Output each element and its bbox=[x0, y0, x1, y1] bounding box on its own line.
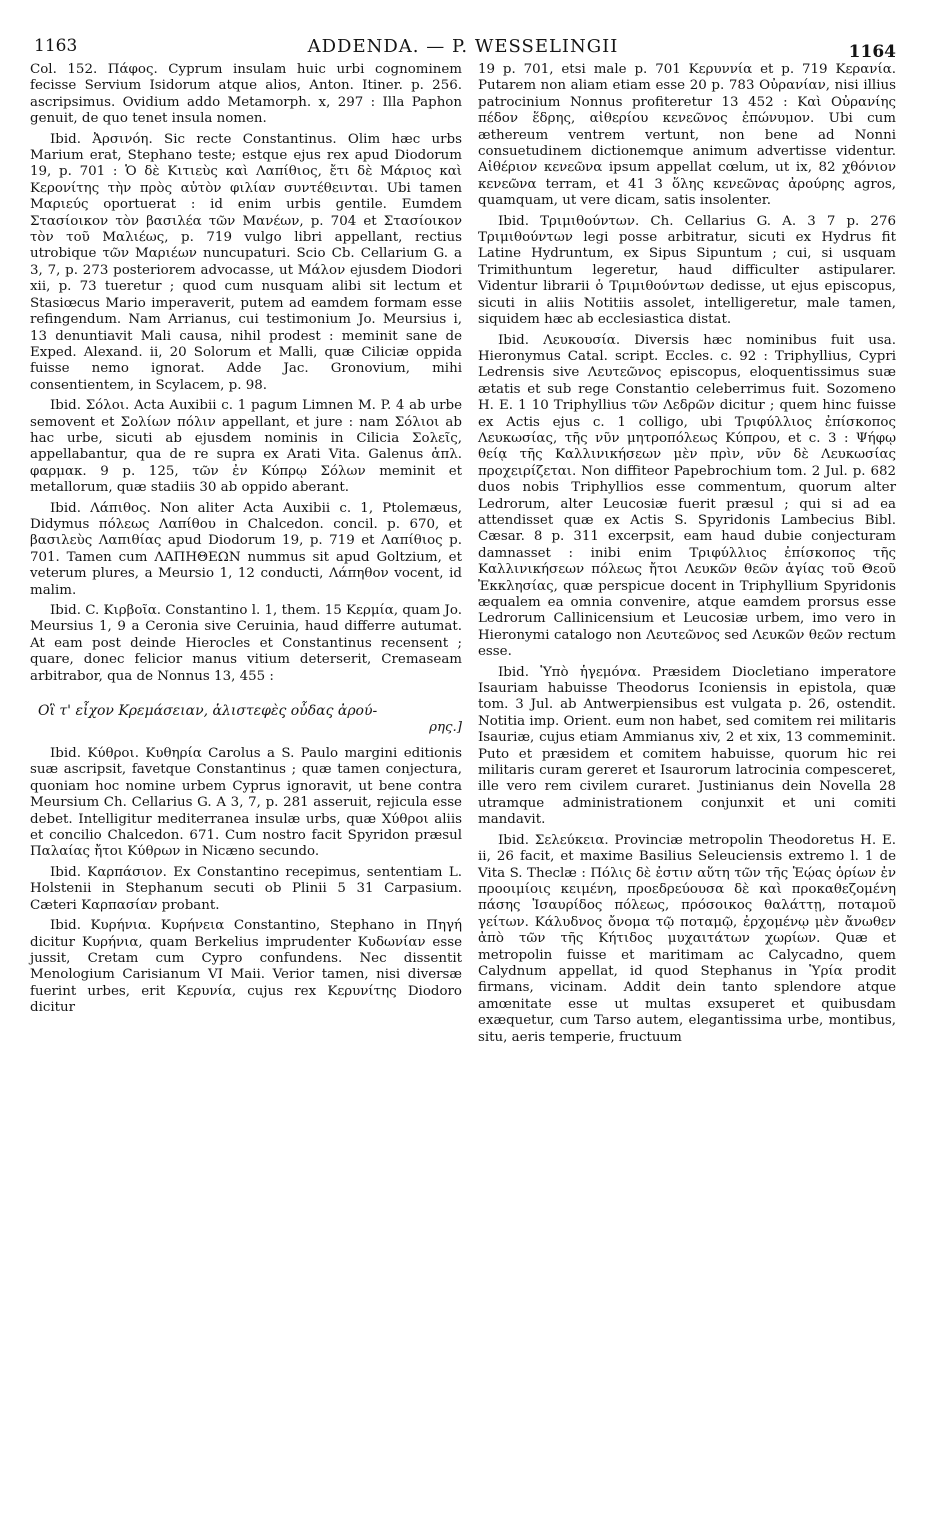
paragraph: Ibid. C. Κιρβοῖα. Constantino l. 1, them. 15 Κερμία, quam Jo. Meursius 1, 9 a Ceronia sive Ceruinia, haud differre autumat. At eam post deinde Hierocles et Constantinus recensent ; quare, donec felicior manus vitium deterserit, Cremaseam arbitrabor, qua de Nonnus 13, 455 : bbox=[30, 603, 462, 684]
paragraph: Ibid. Σόλοι. Acta Auxibii c. 1 pagum Limnen M. P. 4 ab urbe semovent et Σολίων πόλιν appellant, et jure : nam Σόλιοι ab hac urbe, sicuti ab ejusdem nominis in Cilicia Σολεῖς, appellabantur, qua de re supra ex Arati Vita. Galenus ἁπλ. φαρμακ. 9 p. 125, τῶν ἐν Κύπρῳ Σόλων meminit et metallorum, quæ stadiis 30 ab oppido aberant. bbox=[30, 398, 462, 496]
right-column bbox=[478, 62, 896, 1046]
paragraph: Ibid. Κυρήνια. Κυρήνεια Constantino, Stephano in Πηγή dicitur Κυρήνια, quam Berkelius imprudenter Κυδωνίαν esse jussit, Cretam cum Cypro confundens. Nec dissentit Menologium Carisianum VI Maii. Verior tamen, nisi diversæ fuerint urbes, erit Κερυνία, cujus rex Κερυνίτης Diodoro dicitur bbox=[30, 918, 462, 1016]
verse-quote-end: ρης.] bbox=[429, 720, 462, 736]
paragraph: Ibid. Ὑπὸ ἡγεμόνα. Præsidem Diocletiano imperatore Isauriam habuisse Theodorus Iconiensis in epistola, quæ tom. 3 Jul. ab Antwerpiensibus est vulgata p. 26, ostendit. Notitia imp. Orient. eum non habet, sed comitem rei militaris Isauriæ, cujus etiam Ammianus xiv, 2 et xix, 13 commeminit. Puto et præsidem et comitem habuisse, quorum hic rei militaris curam gereret et Isaurorum latrocinia compesceret, ille vero rem civilem curaret. Justinianus dein Novella 28 utramque administrationem conjunxit et uni comiti mandavit. bbox=[478, 664, 896, 828]
running-title: ADDENDA. — P. WESSELINGII bbox=[307, 36, 619, 57]
page-number-right: 1164 bbox=[848, 42, 896, 62]
paragraph: Col. 152. Πάφος. Cyprum insulam huic urbi cognominem fecisse Servium Isidorum atque alios, Anton. Itiner. p. 256. ascripsimus. Ovidium addo Metamorph. x, 297 : Illa Paphon genuit, de quo tenet insula nomen. bbox=[30, 62, 462, 127]
paragraph: Ibid. Λάπιθος. Non aliter Acta Auxibii c. 1, Ptolemæus, Didymus πόλεως Λαπίθου in Chalcedon. concil. p. 670, et βασιλεὺς Λαπιθίας apud Diodorum 19, p. 719 et Λαπίθιος p. 701. Tamen cum ΛΑΠΗΘΕΩΝ nummus sit apud Goltzium, et veterum plures, a Meursio 1, 12 conducti, Λάπηθον vocent, id malim. bbox=[30, 500, 462, 598]
paragraph: Ibid. Κύθροι. Κυθηρία Carolus a S. Paulo margini editionis suæ ascripsit, favetque Constantinus ; quæ tamen conjectura, quoniam hoc nomine urbem Cyprus ignoravit, ut bene contra Meursium Ch. Cellarius G. A 3, 7, p. 281 asseruit, rejicula esse debet. Intelligitur mediterranea insulæ urbs, quæ Χύθροι aliis et concilio Chalcedon. 671. Cum nostro facit Spyridon præsul Παλαίας ἤτοι Κύθρων in Nicæno secundo. bbox=[30, 746, 462, 860]
left-column bbox=[30, 62, 462, 1017]
paragraph: Ibid. Ἀρσινόη. Sic recte Constantinus. Olim hæc urbs Marium erat, Stephano teste; estque ejus rex apud Diodorum 19, p. 701 : Ὁ δὲ Κιτιεὺς καὶ Λαπίθιος, ἔτι δὲ Μάριος καὶ Κερονίτης τὴν πρὸς αὐτὸν φιλίαν συντέθεινται. Ubi tamen Μαριεύς oportuerat : id enim urbis gentile. Eumdem Στασίοικον τὸν βασιλέα τῶν Μανέων, p. 704 et Στασίοικον τὸν τοῦ Μαλιέως, p. 719 vulgo libri appellant, rectius utrobique τῶν Μαριέων nuncupaturi. Scio Cb. Cellarium G. a 3, 7, p. 273 posteriorem advocasse, ut Μάλον ejusdem Diodori xii, p. 73 tueretur ; quod cum nusquam alibi sit lectum et Stasiœcus Mario imperaverit, putem ad eamdem formam esse refingendum. Nam Arrianus, cui testimonium Jo. Meursius i, 13 denuntiavit Mali causa, nihil prodest : meminit sane de Exped. Alexand. ii, 20 Solorum et Malli, quæ Ciliciæ oppida fuisse nemo ignorat. Adde Jac. Gronovium, mihi consentientem, in Scylacem, p. 98. bbox=[30, 131, 462, 393]
page-header bbox=[30, 32, 896, 62]
paragraph: 19 p. 701, etsi male p. 701 Κερυννία et p. 719 Κερανία. Putarem non aliam etiam esse 20 p. 783 Οὐρανίαν, nisi illius patrocinium Nonnus profiteretur 13 452 : Καὶ Οὐρανίης πέδον ἕδρης, αἰθερίου κενεῶνος ἐπώνυμον. Ubi cum æthereum ventrem vertunt, non bene ad Nonni consuetudinem dictionemque animum advertisse videntur. Αἰθέριον κενεῶνα ipsum appellat cœlum, ut ix, 82 χθόνιον κενεῶνα terram, et 41 3 ὅλης κενεῶνας ἀρούρης agros, quamquam, ut vere dicam, satis insolenter. bbox=[478, 62, 896, 209]
paragraph: Ibid. Λευκουσία. Diversis hæc nominibus fuit usa. Hieronymus Catal. script. Eccles. c. 92 : Triphyllius, Cypri Ledrensis sive Λευτεῶνος episcopus, eloquentissimus suæ ætatis et sub rege Constantio celeberrimus fuit. Sozomeno H. E. 1 10 Triphyllius τῶν Λεδρῶν dicitur ; quem hinc fuisse ex Actis ejus c. 1 colligo, ubi Τριφύλλιος ἐπίσκοπος Λευκωσίας, τῆς νῦν μητροπόλεως Κύπρου, et c. 3 : Ψήφῳ θείᾳ τῆς Καλλινικήσεων μὲν πρὶν, νῦν δὲ Λευκωσίας προχειρίζεται. Non diffiteor Papebrochium tom. 2 Jul. p. 682 duos nobis Triphyllios esse commentum, quorum alter Ledrorum, alter Leucosiæ fuerit præsul ; qui si ad ea attendisset quæ ex Actis S. Spyridonis Lambecius Bibl. Cæsar. 8 p. 311 excerpsit, eam haud dubie conjecturam damnasset : inibi enim Τριφύλλιος ἐπίσκοπος τῆς Καλλινικήσεων πόλεως ἤτοι Λευκῶν θεῶν ἁγίας τοῦ Θεοῦ Ἐκκλησίας, quæ perspicue docent in Triphyllium Spyridonis æqualem ea omnia convenire, atque eamdem prorsus esse Ledrorum Callinicensium et Leucosiæ urbem, imo vero in Hieronymi catalogo non Λευτεῶνος sed Λευκῶν θεῶν rectum esse. bbox=[478, 332, 896, 660]
paragraph: Ibid. Τριμιθούντων. Ch. Cellarius G. A. 3 7 p. 276 Τριμιθούντων legi posse arbitratur, sicuti ex Hydrus fit Latine Hydruntum, ex Sipus Sipuntum ; cui, si usquam Trimithuntum legeretur, haud difficulter astipularer. Videntur librarii ὁ Τριμιθούντων dedisse, ut ejus episcopus, sicuti in aliis Notitiis assolet, intelligeretur, male tamen, siquidem hæc ab ecclesiastica distat. bbox=[478, 213, 896, 328]
verse-quote: Οἳ τ' εἶχον Κρεμάσειαν, ἁλιστεφὲς οὖδας ἀρού- bbox=[38, 703, 378, 720]
paragraph: Ibid. Σελεύκεια. Provinciæ metropolin Theodoretus H. E. ii, 26 facit, et maxime Basilius Seleuciensis extremo l. 1 de Vita S. Theclæ : Πόλις δὲ ἐστιν αὕτη τῶν τῆς Ἑῴας ὁρίων ἐν προοιμίοις κειμένη, προεδρεύουσα δὲ καὶ προκαθεζομένη πάσης Ἰσαυρίδος πόλεως, πρόσοικος θαλάττῃ, ποταμοῦ γείτων. Κάλυδνος ὄνομα τῷ ποταμῷ, ἐρχομένῳ μὲν ἄνωθεν ἀπὸ τῶν τῆς Κήτιδος μυχαιτάτων χωρίων. Quæ et metropolin fuisse et maritimam ac Calycadno, quem Calydnum appellat, id quod Stephanus in Ὑρία prodit firmans, vicinam. Addit dein tanto splendore atque amœnitate esse ut multas exsuperet et quibusdam exæquetur, cum Tarso autem, elegantissima urbe, montibus, situ, aeris temperie, fructuum bbox=[478, 832, 896, 1045]
page-number-left: 1163 bbox=[34, 36, 78, 56]
paragraph: Ibid. Καρπάσιον. Ex Constantino recepimus, sententiam L. Holstenii in Stephanum secuti ob Plinii 5 31 Carpasium. Cæteri Καρπασίαν probant. bbox=[30, 864, 462, 913]
